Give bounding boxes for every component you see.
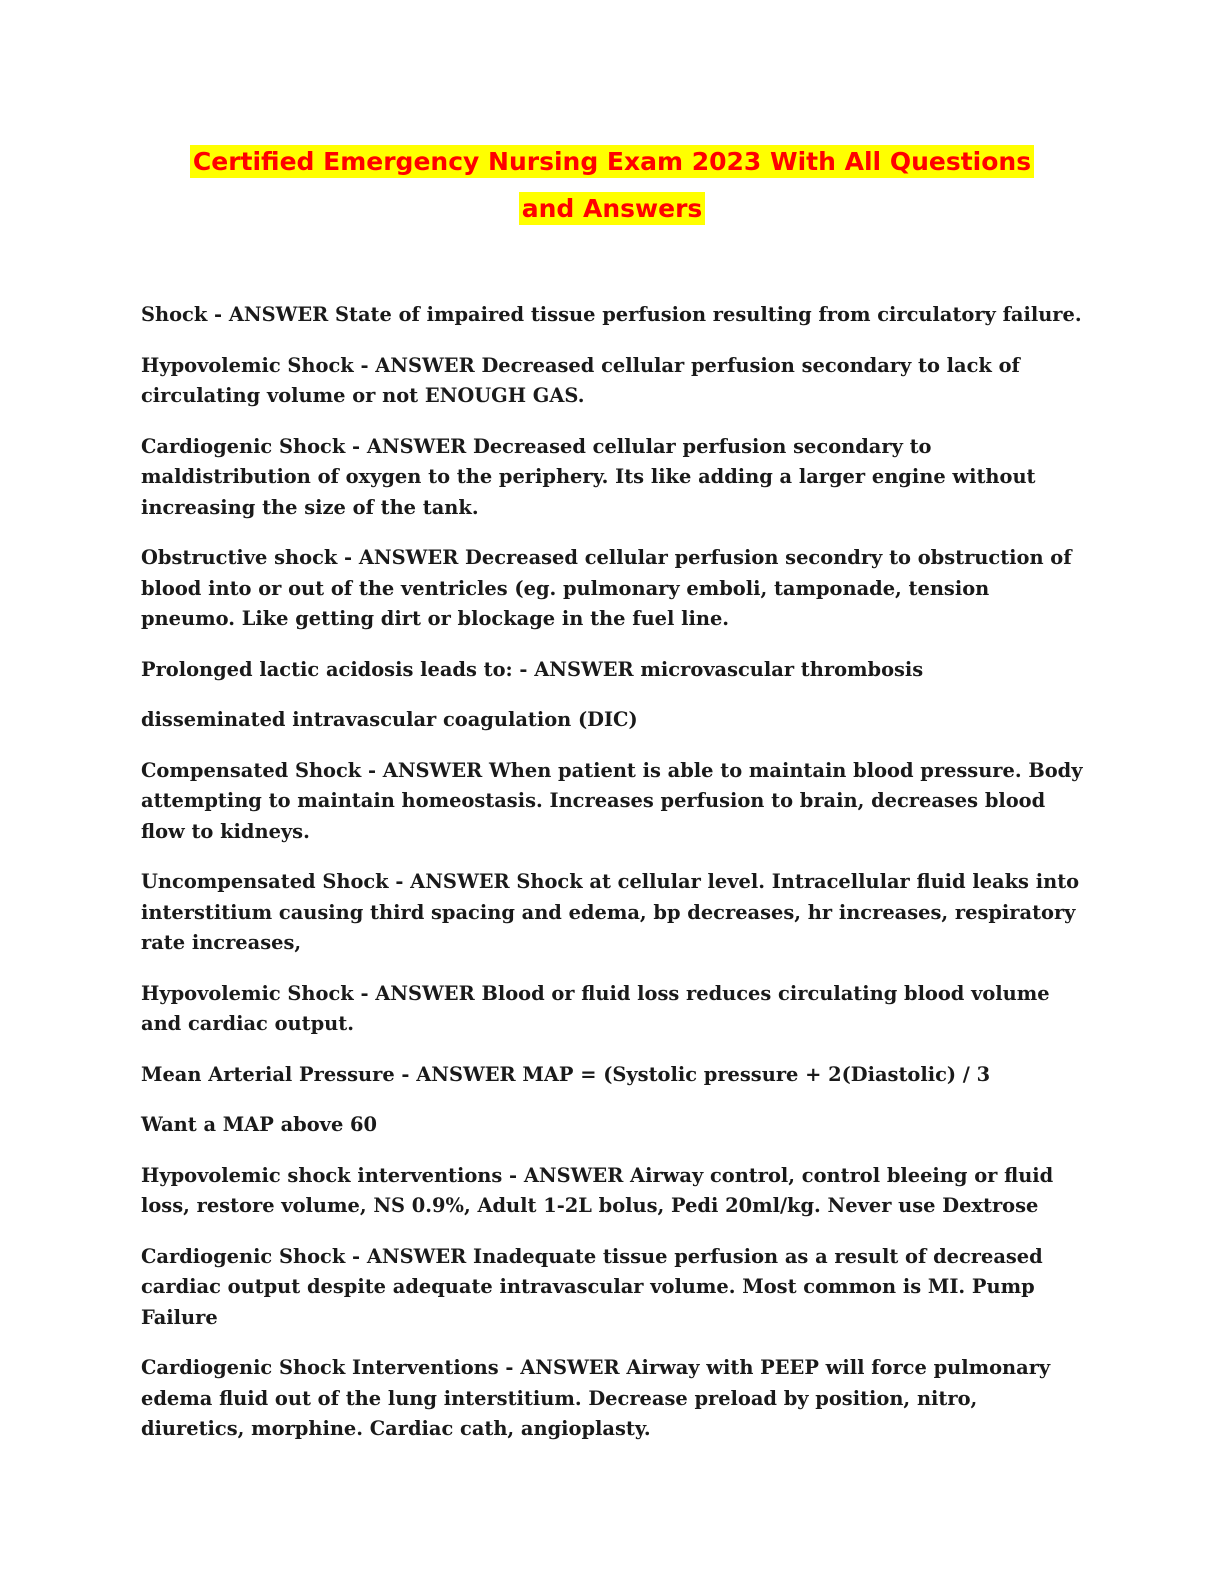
title-line-2: and Answers [519,192,706,225]
paragraph-uncompensated-shock: Uncompensated Shock - ANSWER Shock at cellular level. Intracellular fluid leaks into interstitium causing third spacing and edema, bp decreases, hr increases, respiratory rate increases, [141,870,1080,954]
paragraph-lactic-acidosis: Prolonged lactic acidosis leads to: - ANSWER microvascular thrombosis [141,657,924,681]
paragraph-cardiogenic-shock: Cardiogenic Shock - ANSWER Decreased cellular perfusion secondary to maldistribution of oxygen to the periphery. Its like adding a larger engine without increasing the size of the tank. [141,434,1036,519]
paragraph-dic: disseminated intravascular coagulation (DIC) [141,708,638,731]
paragraph-map-target: Want a MAP above 60 [141,1113,378,1136]
paragraph-hypovolemic-interventions: Hypovolemic shock interventions - ANSWER Airway control, control bleeing or fluid loss, restore volume, NS 0.9%, Adult 1-2L bolus, Pedi 20ml/kg. Never use Dextrose [141,1163,1054,1217]
paragraph-hypovolemic-shock-2: Hypovolemic Shock - ANSWER Blood or fluid loss reduces circulating blood volume and cardiac output. [141,981,1050,1035]
paragraph-obstructive-shock: Obstructive shock - ANSWER Decreased cellular perfusion secondry to obstruction of blood into or out of the ventricles (eg. pulmonary emboli, tamponade, tension pneumo. Like getting dirt or blockage in the fuel line. [141,546,1072,630]
document-title [100,138,1124,232]
title-line-1: Certified Emergency Nursing Exam 2023 With All Questions [190,145,1034,178]
paragraph-cardiogenic-interventions: Cardiogenic Shock Interventions - ANSWER Airway with PEEP will force pulmonary edema fluid out of the lung interstitium. Decrease preload by position, nitro, diuretics, morphine. Cardiac cath, angioplasty. [141,1356,1051,1440]
paragraph-shock: Shock - ANSWER State of impaired tissue perfusion resulting from circulatory failure. [141,303,1082,326]
paragraph-cardiogenic-shock-2: Cardiogenic Shock - ANSWER Inadequate tissue perfusion as a result of decreased cardiac output despite adequate intravascular volume. Most common is MI. Pump Failure [141,1244,1043,1329]
paragraph-compensated-shock: Compensated Shock - ANSWER When patient is able to maintain blood pressure. Body attempting to maintain homeostasis. Increases perfusion to brain, decreases blood flow to kidneys. [141,758,1083,843]
paragraph-mean-arterial-pressure: Mean Arterial Pressure - ANSWER MAP = (Systolic pressure + 2(Diastolic) / 3 [141,1062,991,1086]
document-body [141,300,1086,1465]
paragraph-hypovolemic-shock: Hypovolemic Shock - ANSWER Decreased cellular perfusion secondary to lack of circulating volume or not ENOUGH GAS. [141,353,1020,407]
